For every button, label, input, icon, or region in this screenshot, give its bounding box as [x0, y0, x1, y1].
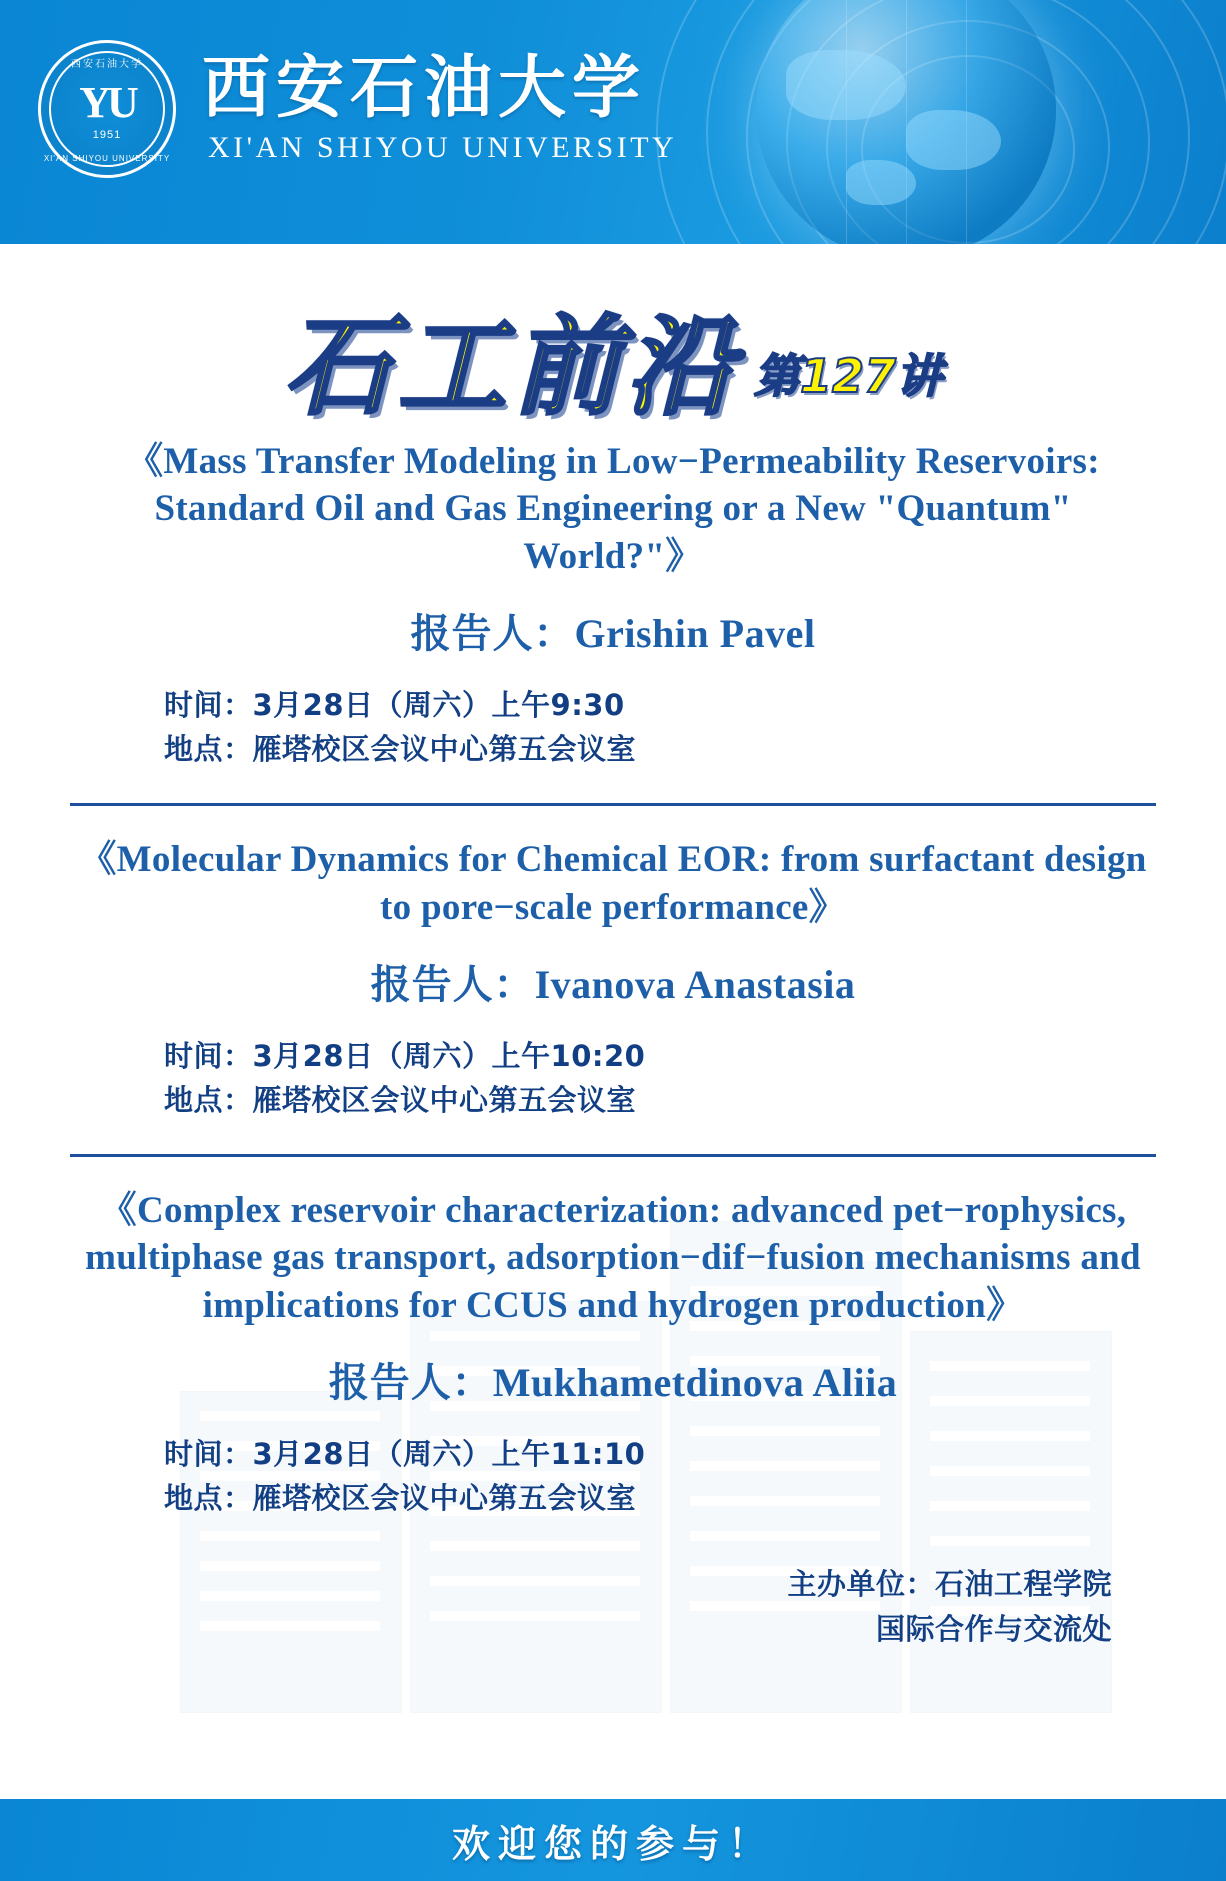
university-name-cn: 西安石油大学 [202, 49, 647, 129]
speaker-label: 报告人： [410, 611, 575, 658]
section-divider [70, 1154, 1156, 1157]
talk-block [64, 1181, 1162, 1532]
talk-meta [64, 1034, 1162, 1122]
crest-top-cn: 西安石油大学 [71, 59, 143, 70]
talk-speaker [64, 1351, 1162, 1408]
poster-content [0, 305, 1226, 1652]
university-crest-icon [38, 40, 176, 178]
talk-place: 地点：雁塔校区会议中心第五会议室 [164, 732, 637, 767]
organizer-line-1: 主办单位：石油工程学院 [787, 1567, 1112, 1602]
talk-meta [64, 683, 1162, 771]
talk-place: 地点：雁塔校区会议中心第五会议室 [164, 1083, 637, 1118]
talk-time: 时间：3月28日（周六）上午10:20 [164, 1038, 646, 1073]
crest-year: 1951 [92, 129, 122, 141]
speaker-label: 报告人： [328, 1360, 493, 1407]
crest-monogram: YU [79, 78, 135, 127]
series-title: 石工前沿 [283, 305, 740, 430]
talk-meta [64, 1432, 1162, 1520]
poster-footer [0, 1799, 1226, 1881]
welcome-text: 欢迎您的参与！ [451, 1821, 774, 1866]
speaker-name: Ivanova Anastasia [534, 961, 856, 1007]
speaker-name: Grishin Pavel [574, 611, 816, 657]
university-names [202, 49, 678, 164]
talk-speaker [64, 953, 1162, 1010]
university-name-en: XI'AN SHIYOU UNIVERSITY [208, 130, 678, 164]
organizer-line-2: 国际合作与交流处 [875, 1612, 1112, 1647]
talk-time: 时间：3月28日（周六）上午11:10 [164, 1437, 646, 1472]
crest-bottom-en: XI'AN SHIYOU UNIVERSITY [43, 154, 171, 163]
organizers [64, 1562, 1162, 1652]
talk-title: 《Mass Transfer Modeling in Low−Permeability Reservoirs: Standard Oil and Gas Engineering or a New "Quantum" World?"》 [126, 441, 1100, 577]
poster-header [0, 0, 1226, 278]
series-heading [64, 305, 1162, 430]
header-inner [0, 0, 1226, 244]
poster-body [0, 278, 1226, 1799]
talk-speaker [64, 602, 1162, 659]
talk-place: 地点：雁塔校区会议中心第五会议室 [164, 1481, 637, 1516]
talk-block [64, 830, 1162, 1134]
talk-title: 《Complex reservoir characterization: advanced pet−rophysics, multiphase gas transport, adsorption−dif−fusion mechanisms and implications for CCUS and hydrogen production》 [85, 1190, 1141, 1326]
university-logo [38, 40, 677, 178]
section-divider [70, 803, 1156, 806]
speaker-name: Mukhametdinova Aliia [492, 1360, 898, 1406]
series-number: 第127讲 [753, 349, 943, 403]
talk-title: 《Molecular Dynamics for Chemical EOR: from surfactant design to pore−scale performance》 [79, 839, 1147, 928]
speaker-label: 报告人： [370, 961, 535, 1008]
talk-time: 时间：3月28日（周六）上午9:30 [164, 688, 625, 723]
talk-block [64, 432, 1162, 783]
